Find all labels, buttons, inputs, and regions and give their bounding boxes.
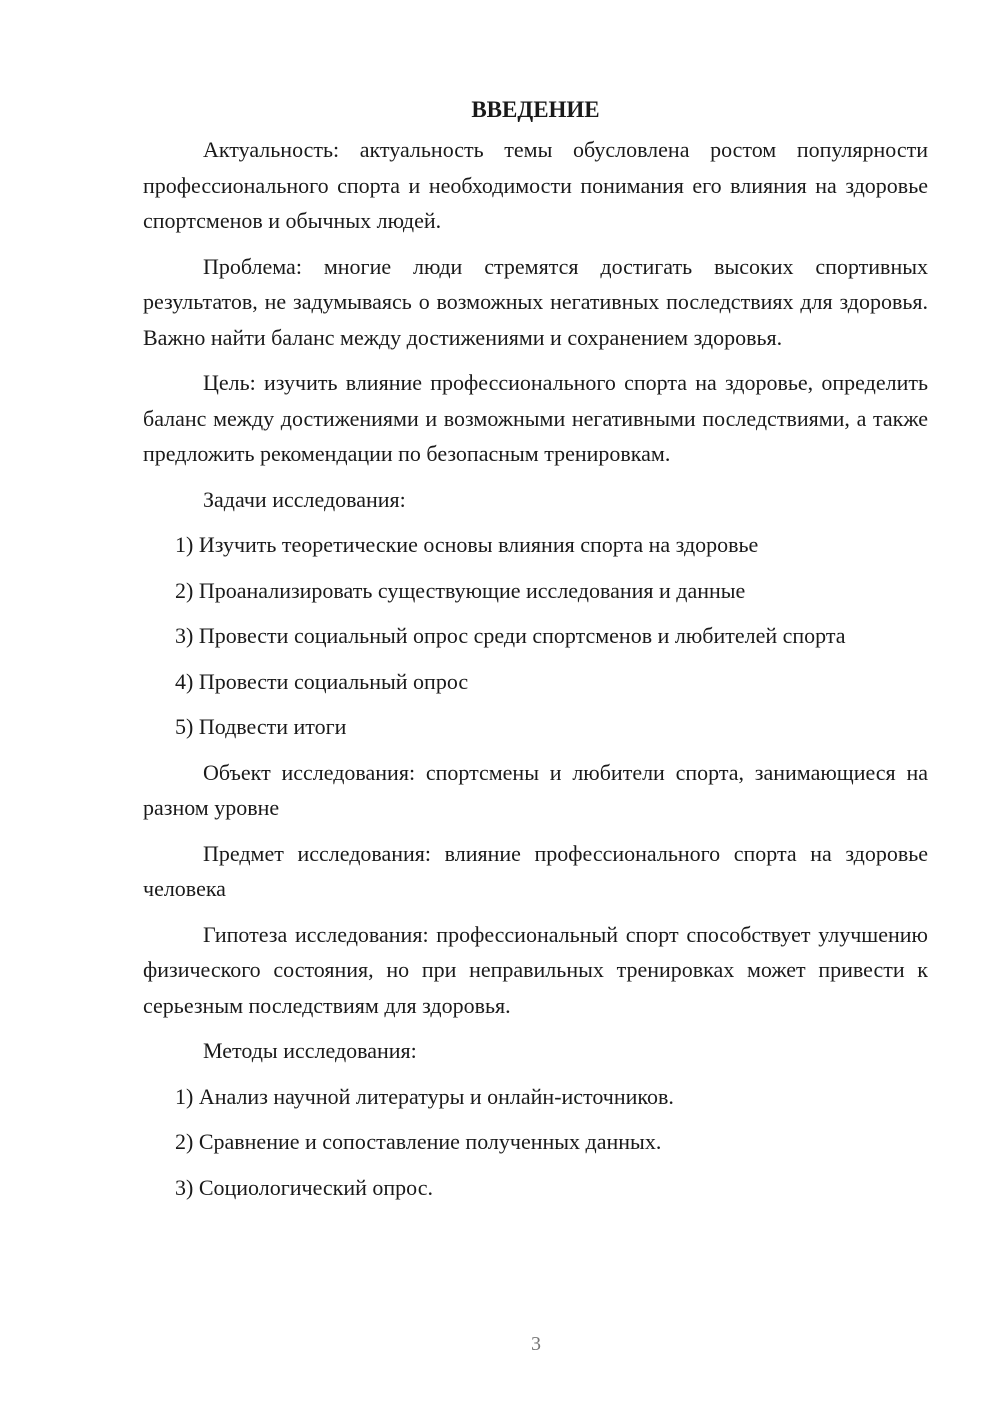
problem-paragraph: Проблема: многие люди стремятся достигать высоких спортивных результатов, не задумываясь о возможных негативных последствиях для здоровья. Важно найти баланс между достижениями и сохранением здоровья.: [143, 253, 928, 350]
task-item-5: 5) Подвести итоги: [175, 714, 347, 739]
method-item-3: 3) Социологический опрос.: [175, 1174, 433, 1200]
relevance-paragraph: Актуальность: актуальность темы обусловлена ростом популярности профессионального спорта и необходимости понимания его влияния на здоровье спортсменов и обычных людей.: [143, 137, 928, 233]
hypothesis-paragraph: Гипотеза исследования: профессиональный спорт способствует улучшению физического состояния, но при неправильных тренировках может привести к серьезным последствиям для здоровья.: [143, 921, 928, 1018]
methods-heading: Методы исследования:: [203, 1038, 417, 1063]
object-paragraph: Объект исследования: спортсмены и любители спорта, занимающиеся на разном уровне: [143, 759, 928, 820]
task-item-2: 2) Проанализировать существующие исследования и данные: [175, 577, 746, 603]
method-item-1: 1) Анализ научной литературы и онлайн-источников.: [175, 1083, 674, 1109]
goal-paragraph: Цель: изучить влияние профессионального спорта на здоровье, определить баланс между достижениями и возможными негативными последствиями, а также предложить рекомендации по безопасным тренировкам.: [143, 370, 928, 466]
subject-paragraph: Предмет исследования: влияние профессионального спорта на здоровье человека: [143, 840, 928, 901]
document-page: [143, 92, 928, 1215]
task-item-4: 4) Провести социальный опрос: [175, 668, 469, 694]
task-item-1: 1) Изучить теоретические основы влияния спорта на здоровье: [175, 532, 759, 557]
tasks-heading: Задачи исследования:: [203, 486, 406, 512]
method-item-2: 2) Сравнение и сопоставление полученных данных.: [175, 1129, 662, 1154]
document-title: ВВЕДЕНИЕ: [471, 97, 600, 122]
task-item-3: 3) Провести социальный опрос среди спортсменов и любителей спорта: [175, 623, 846, 648]
page-number: 3: [531, 1333, 541, 1355]
